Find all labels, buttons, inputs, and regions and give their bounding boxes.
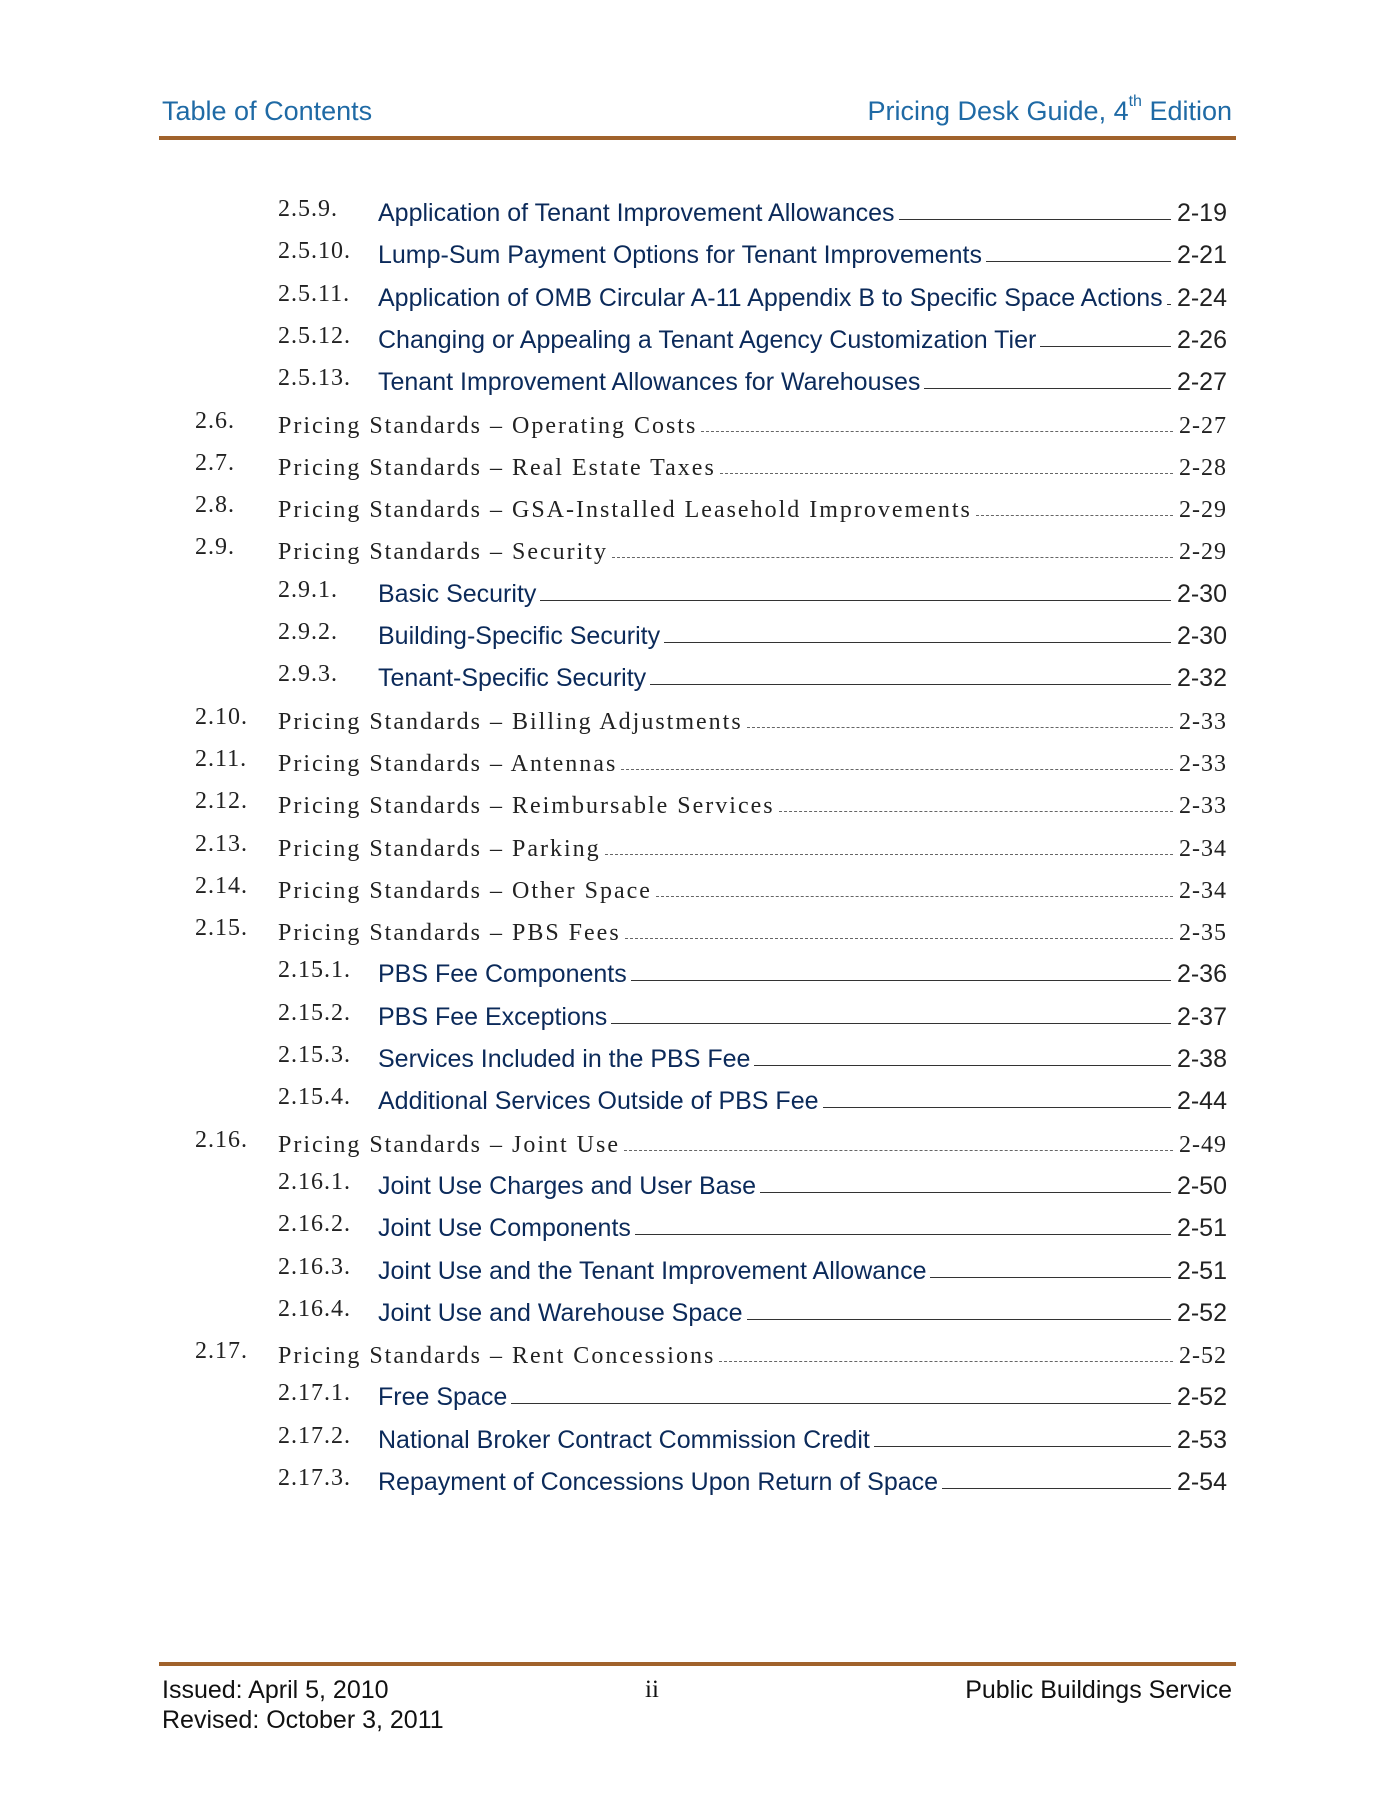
toc-entry[interactable] [0, 1292, 1391, 1332]
toc-entry[interactable] [0, 573, 1391, 613]
toc-entry-page: 2-36 [1176, 960, 1227, 989]
toc-entry-page: 2-29 [1179, 497, 1227, 524]
toc-entry-page: 2-26 [1176, 325, 1227, 354]
toc-entry-number: 2.14. [195, 872, 248, 899]
toc-entry-page: 2-30 [1176, 579, 1227, 608]
footer-rule [159, 1662, 1236, 1666]
toc-entry-number: 2.16.4. [278, 1295, 351, 1322]
toc-leader-line [511, 1403, 1171, 1404]
toc-entry-page: 2-44 [1176, 1087, 1227, 1116]
toc-entry-page: 2-51 [1176, 1214, 1227, 1243]
toc-leader-line [930, 1277, 1170, 1278]
toc-entry[interactable] [0, 234, 1391, 274]
toc-entry-title: National Broker Contract Commission Credit [378, 1425, 870, 1454]
toc-entry-page: 2-38 [1176, 1045, 1227, 1073]
toc-entry-page: 2-32 [1176, 664, 1227, 693]
toc-entry-number: 2.16.1. [278, 1168, 351, 1195]
toc-entry[interactable] [0, 700, 1391, 740]
toc-entry[interactable] [0, 742, 1391, 782]
toc-leader-line [635, 1234, 1171, 1235]
header-document-title [867, 93, 1232, 127]
toc-entry-number: 2.9.1. [278, 576, 338, 603]
toc-entry[interactable] [0, 530, 1391, 570]
toc-entry-number: 2.10. [195, 703, 248, 730]
toc-entry-number: 2.5.11. [278, 280, 351, 307]
toc-leader-line [611, 1023, 1171, 1024]
toc-leader-line [924, 388, 1171, 389]
toc-entry[interactable] [0, 911, 1391, 951]
toc-entry-page: 2-52 [1179, 1343, 1227, 1370]
toc-entry-number: 2.7. [195, 449, 235, 476]
toc-entry[interactable] [0, 1165, 1391, 1205]
toc-leader-line [625, 938, 1173, 939]
toc-entry-number: 2.15.3. [278, 1042, 351, 1068]
toc-entry-number: 2.5.9. [278, 196, 338, 222]
toc-leader-line [631, 980, 1171, 981]
toc-entry[interactable] [0, 827, 1391, 867]
toc-entry-page: 2-21 [1176, 241, 1227, 270]
toc-entry-page: 2-33 [1179, 750, 1227, 777]
toc-entry-number: 2.9.3. [278, 661, 338, 688]
toc-entry-number: 2.11. [195, 745, 248, 772]
toc-leader-line [986, 261, 1171, 262]
toc-entry-line [278, 404, 1227, 440]
toc-entry-page: 2-29 [1179, 539, 1227, 566]
toc-entry-line [278, 488, 1227, 524]
toc-entry[interactable] [0, 869, 1391, 909]
toc-entry-number: 2.5.12. [278, 322, 351, 349]
toc-leader-line [760, 1192, 1171, 1193]
toc-entry-number: 2.17. [195, 1338, 248, 1365]
toc-entry-title: Basic Security [378, 579, 537, 608]
toc-entry-number: 2.17.2. [278, 1422, 351, 1449]
toc-leader-line [720, 473, 1173, 474]
toc-entry-line [378, 192, 1227, 228]
page-header [162, 92, 1232, 132]
toc-entry[interactable] [0, 1376, 1391, 1416]
toc-entry[interactable] [0, 615, 1391, 655]
toc-leader-line [754, 1065, 1171, 1066]
toc-entry-line [378, 277, 1227, 313]
toc-entry-title: Pricing Standards – Billing Adjustments [278, 708, 743, 735]
toc-entry[interactable] [0, 1334, 1391, 1374]
toc-entry-title: Joint Use and the Tenant Improvement Allowance [378, 1256, 927, 1285]
toc-entry[interactable] [0, 404, 1391, 444]
toc-entry-page: 2-27 [1176, 368, 1227, 397]
toc-entry[interactable] [0, 657, 1391, 697]
toc-leader-line [540, 600, 1171, 601]
toc-entry-line [378, 657, 1227, 693]
toc-entry-line [378, 1038, 1227, 1074]
toc-entry[interactable] [0, 784, 1391, 824]
toc-entry-line [378, 319, 1227, 355]
toc-entry[interactable] [0, 1038, 1391, 1078]
toc-entry-line [278, 530, 1227, 566]
toc-entry[interactable] [0, 488, 1391, 528]
header-rule [159, 136, 1236, 140]
toc-entry-page: 2-52 [1176, 1383, 1227, 1412]
toc-entry-line [278, 784, 1227, 820]
toc-entry-page: 2-33 [1179, 708, 1227, 735]
toc-entry-title: PBS Fee Components [378, 960, 627, 989]
toc-entry[interactable] [0, 192, 1391, 232]
toc-entry-title: Pricing Standards – Other Space [278, 877, 652, 904]
toc-entry-title: PBS Fee Exceptions [378, 1002, 608, 1031]
footer-page-number: ii [645, 1676, 659, 1703]
toc-entry-title: Pricing Standards – Antennas [278, 750, 618, 777]
toc-entry-line [378, 234, 1227, 270]
page-footer [162, 1676, 1232, 1746]
toc-entry-line [278, 1334, 1227, 1370]
footer-organization: Public Buildings Service [965, 1676, 1232, 1704]
toc-entry-title: Joint Use and Warehouse Space [378, 1298, 743, 1327]
toc-entry[interactable] [0, 1250, 1391, 1290]
toc-leader-line [874, 1446, 1171, 1447]
toc-leader-line [664, 642, 1171, 643]
toc-entry-page: 2-52 [1176, 1298, 1227, 1327]
toc-entry-line [278, 1123, 1227, 1159]
header-title-main: Pricing Desk Guide, 4 [867, 96, 1129, 126]
toc-entry-title: Lump-Sum Payment Options for Tenant Improvements [378, 241, 982, 270]
toc-entry-title: Pricing Standards – Rent Concessions [278, 1343, 716, 1370]
toc-entry-page: 2-35 [1179, 920, 1227, 947]
toc-entry-title: Additional Services Outside of PBS Fee [378, 1087, 819, 1116]
toc-entry[interactable] [0, 361, 1391, 401]
toc-entry-line [378, 1419, 1227, 1455]
toc-entry-number: 2.16.3. [278, 1253, 351, 1280]
toc-entry[interactable] [0, 277, 1391, 317]
toc-entry-line [278, 869, 1227, 905]
header-title-suffix: Edition [1141, 96, 1232, 126]
toc-entry-number: 2.5.13. [278, 365, 351, 392]
toc-entry[interactable] [0, 1123, 1391, 1163]
footer-revised-date: Revised: October 3, 2011 [162, 1706, 444, 1734]
toc-entry-page: 2-53 [1176, 1425, 1227, 1454]
toc-entry-number: 2.9. [195, 534, 235, 561]
toc-entry-line [278, 700, 1227, 736]
toc-entry-title: Joint Use Components [378, 1214, 631, 1243]
toc-entry-number: 2.16. [195, 1126, 248, 1153]
toc-entry-number: 2.16.2. [278, 1211, 351, 1238]
toc-entry-page: 2-33 [1179, 793, 1227, 820]
toc-entry-number: 2.13. [195, 830, 248, 857]
toc-entry[interactable] [0, 953, 1391, 993]
toc-entry-title: Free Space [378, 1383, 508, 1412]
toc-entry-number: 2.15.4. [278, 1084, 351, 1111]
toc-entry-page: 2-49 [1179, 1131, 1227, 1158]
toc-entry-page: 2-24 [1176, 283, 1227, 312]
header-section-title: Table of Contents [162, 96, 373, 126]
header-title-sup: th [1128, 93, 1142, 110]
toc-entry-title: Tenant Improvement Allowances for Warehouses [378, 368, 921, 397]
toc-entry-page: 2-34 [1179, 877, 1227, 904]
toc-entry-number: 2.15.2. [278, 999, 351, 1026]
toc-leader-line [747, 727, 1173, 728]
toc-entry-number: 2.17.3. [278, 1465, 351, 1491]
toc-entry-page: 2-50 [1176, 1171, 1227, 1200]
toc-entry-number: 2.15. [195, 915, 248, 942]
toc-entry[interactable] [0, 319, 1391, 359]
toc-entry-line [378, 1165, 1227, 1201]
toc-entry-title: Pricing Standards – Real Estate Taxes [278, 454, 716, 481]
toc-entry-title: Services Included in the PBS Fee [378, 1045, 751, 1073]
toc-entry-title: Tenant-Specific Security [378, 664, 647, 693]
toc-leader-line [747, 1319, 1171, 1320]
toc-entry-line [278, 827, 1227, 863]
toc-leader-line [650, 684, 1171, 685]
toc-entry-line [378, 1376, 1227, 1412]
toc-entry-line [378, 1292, 1227, 1328]
toc-leader-line [1040, 346, 1171, 347]
toc-entry-line [378, 573, 1227, 609]
toc-entry-number: 2.6. [195, 407, 235, 434]
toc-entry-page: 2-51 [1176, 1256, 1227, 1285]
toc-entry-title: Pricing Standards – Operating Costs [278, 412, 698, 439]
toc-entry-line [378, 1461, 1227, 1497]
toc-entry-line [278, 742, 1227, 778]
toc-entry-title: Joint Use Charges and User Base [378, 1171, 756, 1200]
toc-entry[interactable] [0, 1080, 1391, 1120]
toc-entry-page: 2-34 [1179, 835, 1227, 862]
toc-leader-line [1167, 304, 1171, 305]
toc-leader-line [942, 1488, 1171, 1489]
toc-leader-line [719, 1361, 1173, 1362]
toc-entry-number: 2.15.1. [278, 957, 351, 984]
toc-entry-page: 2-27 [1179, 412, 1227, 439]
toc-entry-title: Pricing Standards – PBS Fees [278, 920, 621, 947]
toc-leader-line [899, 219, 1171, 220]
toc-entry-title: Pricing Standards – GSA-Installed Leasehold Improvements [278, 497, 972, 524]
toc-leader-line [656, 896, 1173, 897]
toc-entry-title: Application of Tenant Improvement Allowances [378, 199, 895, 227]
toc-entry-line [378, 996, 1227, 1032]
toc-entry[interactable] [0, 1461, 1391, 1501]
toc-entry-line [378, 1250, 1227, 1286]
toc-leader-line [976, 515, 1173, 516]
toc-leader-line [823, 1107, 1171, 1108]
toc-entry[interactable] [0, 446, 1391, 486]
toc-entry[interactable] [0, 1207, 1391, 1247]
footer-issued-date: Issued: April 5, 2010 [162, 1676, 389, 1704]
toc-leader-line [779, 811, 1173, 812]
toc-entry-number: 2.8. [195, 492, 235, 519]
toc-entry-title: Changing or Appealing a Tenant Agency Customization Tier [378, 325, 1037, 354]
toc-entry-number: 2.12. [195, 788, 248, 815]
toc-entry[interactable] [0, 996, 1391, 1036]
toc-entry-number: 2.5.10. [278, 238, 351, 265]
toc-entry-number: 2.9.2. [278, 619, 338, 645]
toc-entry-line [378, 1080, 1227, 1116]
toc-entry-line [278, 446, 1227, 482]
toc-entry-page: 2-28 [1179, 454, 1227, 481]
toc-leader-line [621, 769, 1173, 770]
toc-entry-title: Application of OMB Circular A-11 Appendix B to Specific Space Actions [378, 283, 1163, 312]
toc-entry[interactable] [0, 1419, 1391, 1459]
toc-entry-number: 2.17.1. [278, 1380, 351, 1407]
toc-leader-line [701, 431, 1173, 432]
toc-entry-line [278, 911, 1227, 947]
toc-entry-title: Pricing Standards – Parking [278, 835, 601, 862]
toc-leader-line [624, 1150, 1173, 1151]
toc-entry-line [378, 615, 1227, 651]
toc-entry-page: 2-30 [1176, 622, 1227, 650]
toc-entry-title: Pricing Standards – Reimbursable Services [278, 793, 775, 820]
toc-entry-line [378, 1207, 1227, 1243]
toc-entry-title: Repayment of Concessions Upon Return of Space [378, 1468, 939, 1496]
toc-leader-line [605, 854, 1173, 855]
toc-entry-title: Pricing Standards – Joint Use [278, 1131, 620, 1158]
toc-entry-page: 2-19 [1176, 199, 1227, 227]
toc-entry-page: 2-54 [1176, 1468, 1227, 1496]
toc-entry-line [378, 361, 1227, 397]
toc-leader-line [612, 557, 1173, 558]
toc-entry-page: 2-37 [1176, 1002, 1227, 1031]
toc-entry-title: Pricing Standards – Security [278, 539, 608, 566]
toc-entry-line [378, 953, 1227, 989]
toc-entry-title: Building-Specific Security [378, 622, 661, 650]
